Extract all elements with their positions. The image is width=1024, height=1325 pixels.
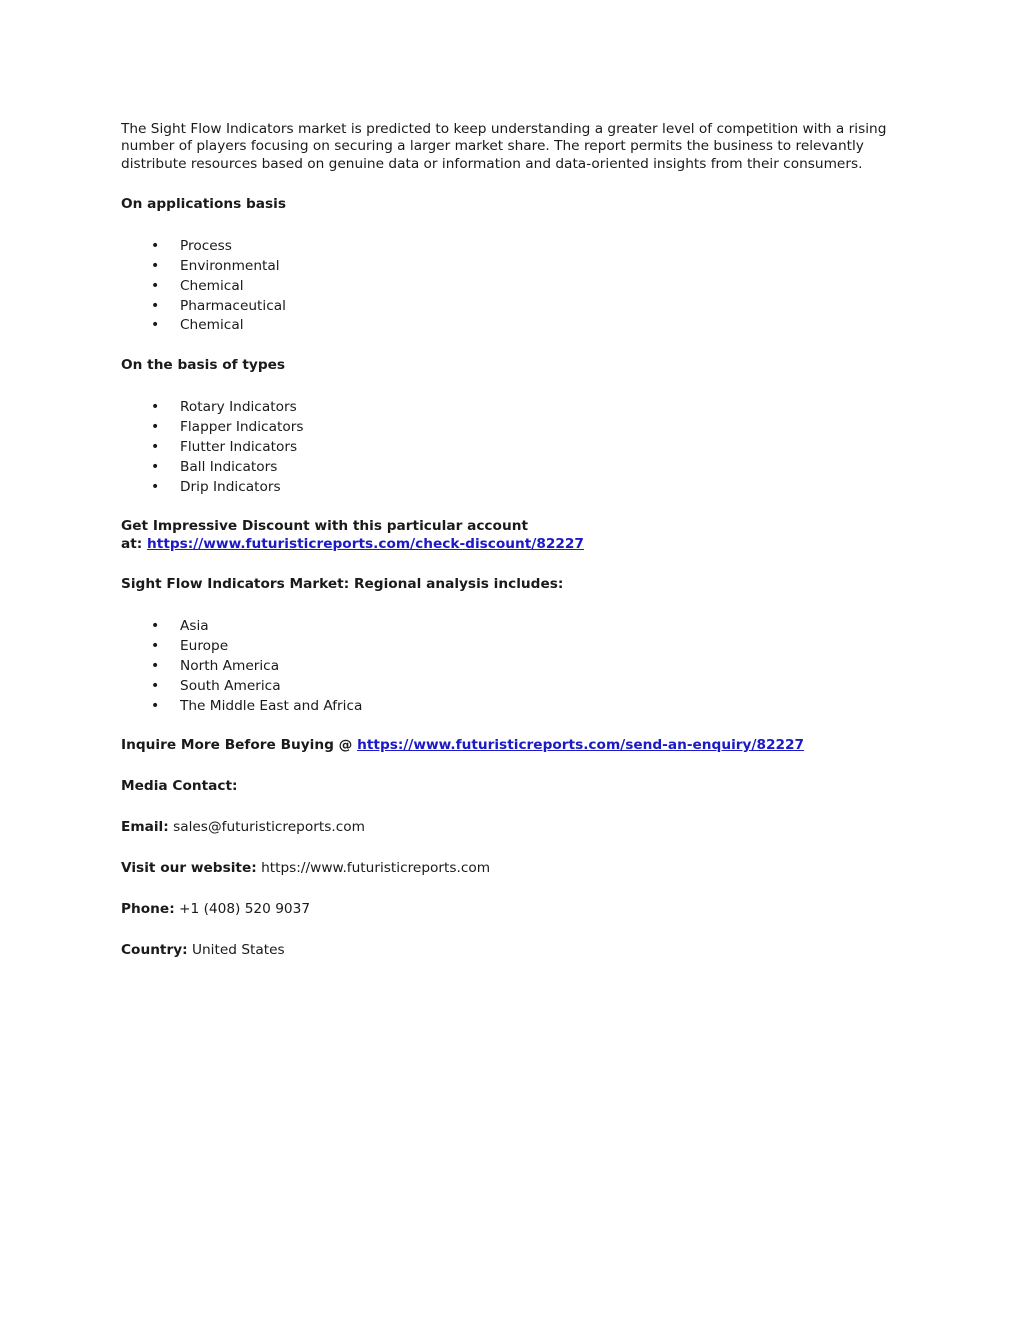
email-value: sales@futuristicreports.com <box>168 819 365 836</box>
bullet-icon: • <box>151 458 160 475</box>
bullet-icon: • <box>151 399 160 416</box>
list-item: • Flutter Indicators <box>121 438 901 458</box>
phone-line <box>121 901 901 918</box>
applications-heading: On applications basis <box>121 195 287 212</box>
document-page <box>121 121 901 983</box>
bullet-icon: • <box>151 277 160 294</box>
regional-list <box>121 617 901 716</box>
list-item: • Ball Indicators <box>121 458 901 478</box>
email-label: Email: <box>121 819 169 836</box>
country-line <box>121 942 901 959</box>
bullet-icon: • <box>151 638 160 655</box>
bullet-icon: • <box>151 697 160 714</box>
intro-paragraph: The Sight Flow Indicators market is predicted to keep understanding a greater level of competition with a rising number of players focusing on securing a larger market share. The report permits the business to relevantly distribute resources based on genuine data or information and data-oriented insights from their consumers. <box>121 121 887 172</box>
bullet-icon: • <box>151 657 160 674</box>
list-item: • Asia <box>121 617 901 637</box>
inquire-prefix: Inquire More Before Buying @ <box>121 737 358 754</box>
bullet-icon: • <box>151 257 160 274</box>
website-value: https://www.futuristicreports.com <box>256 860 491 876</box>
send-enquiry-link[interactable]: https://www.futuristicreports.com/send-an-enquiry/82227 <box>357 737 805 754</box>
discount-prefix: at: <box>121 535 148 552</box>
list-item: • Pharmaceutical <box>121 297 901 317</box>
discount-block <box>121 518 901 553</box>
country-label: Country: <box>121 941 188 958</box>
website-label: Visit our website: <box>121 860 257 876</box>
media-contact-heading: Media Contact: <box>121 778 238 795</box>
list-item: • Chemical <box>121 316 901 336</box>
bullet-icon: • <box>151 419 160 436</box>
bullet-icon: • <box>151 677 160 694</box>
phone-label: Phone: <box>121 900 175 917</box>
list-item: • Drip Indicators <box>121 478 901 498</box>
regional-heading: Sight Flow Indicators Market: Regional analysis includes: <box>121 576 564 593</box>
bullet-icon: • <box>151 297 160 314</box>
bullet-icon: • <box>151 478 160 495</box>
check-discount-link[interactable]: https://www.futuristicreports.com/check-discount/82227 <box>147 535 584 552</box>
bullet-icon: • <box>151 439 160 456</box>
email-line <box>121 819 901 836</box>
list-item: • Chemical <box>121 277 901 297</box>
website-line <box>121 860 901 877</box>
list-item: • Flapper Indicators <box>121 418 901 438</box>
bullet-icon: • <box>151 317 160 334</box>
list-item: • North America <box>121 657 901 677</box>
inquire-line <box>121 737 901 754</box>
list-item: • Europe <box>121 637 901 657</box>
list-item: • South America <box>121 677 901 697</box>
bullet-icon: • <box>151 238 160 255</box>
discount-line: Get Impressive Discount with this particular account <box>121 518 528 535</box>
phone-value: +1 (408) 520 9037 <box>174 900 311 917</box>
list-item: • Process <box>121 237 901 257</box>
applications-list <box>121 237 901 336</box>
list-item: • Rotary Indicators <box>121 398 901 418</box>
bullet-icon: • <box>151 618 160 635</box>
types-heading: On the basis of types <box>121 357 286 374</box>
country-value: United States <box>187 941 285 958</box>
list-item: • Environmental <box>121 257 901 277</box>
types-list <box>121 398 901 497</box>
list-item: • The Middle East and Africa <box>121 697 901 717</box>
discount-link-line <box>121 536 901 553</box>
